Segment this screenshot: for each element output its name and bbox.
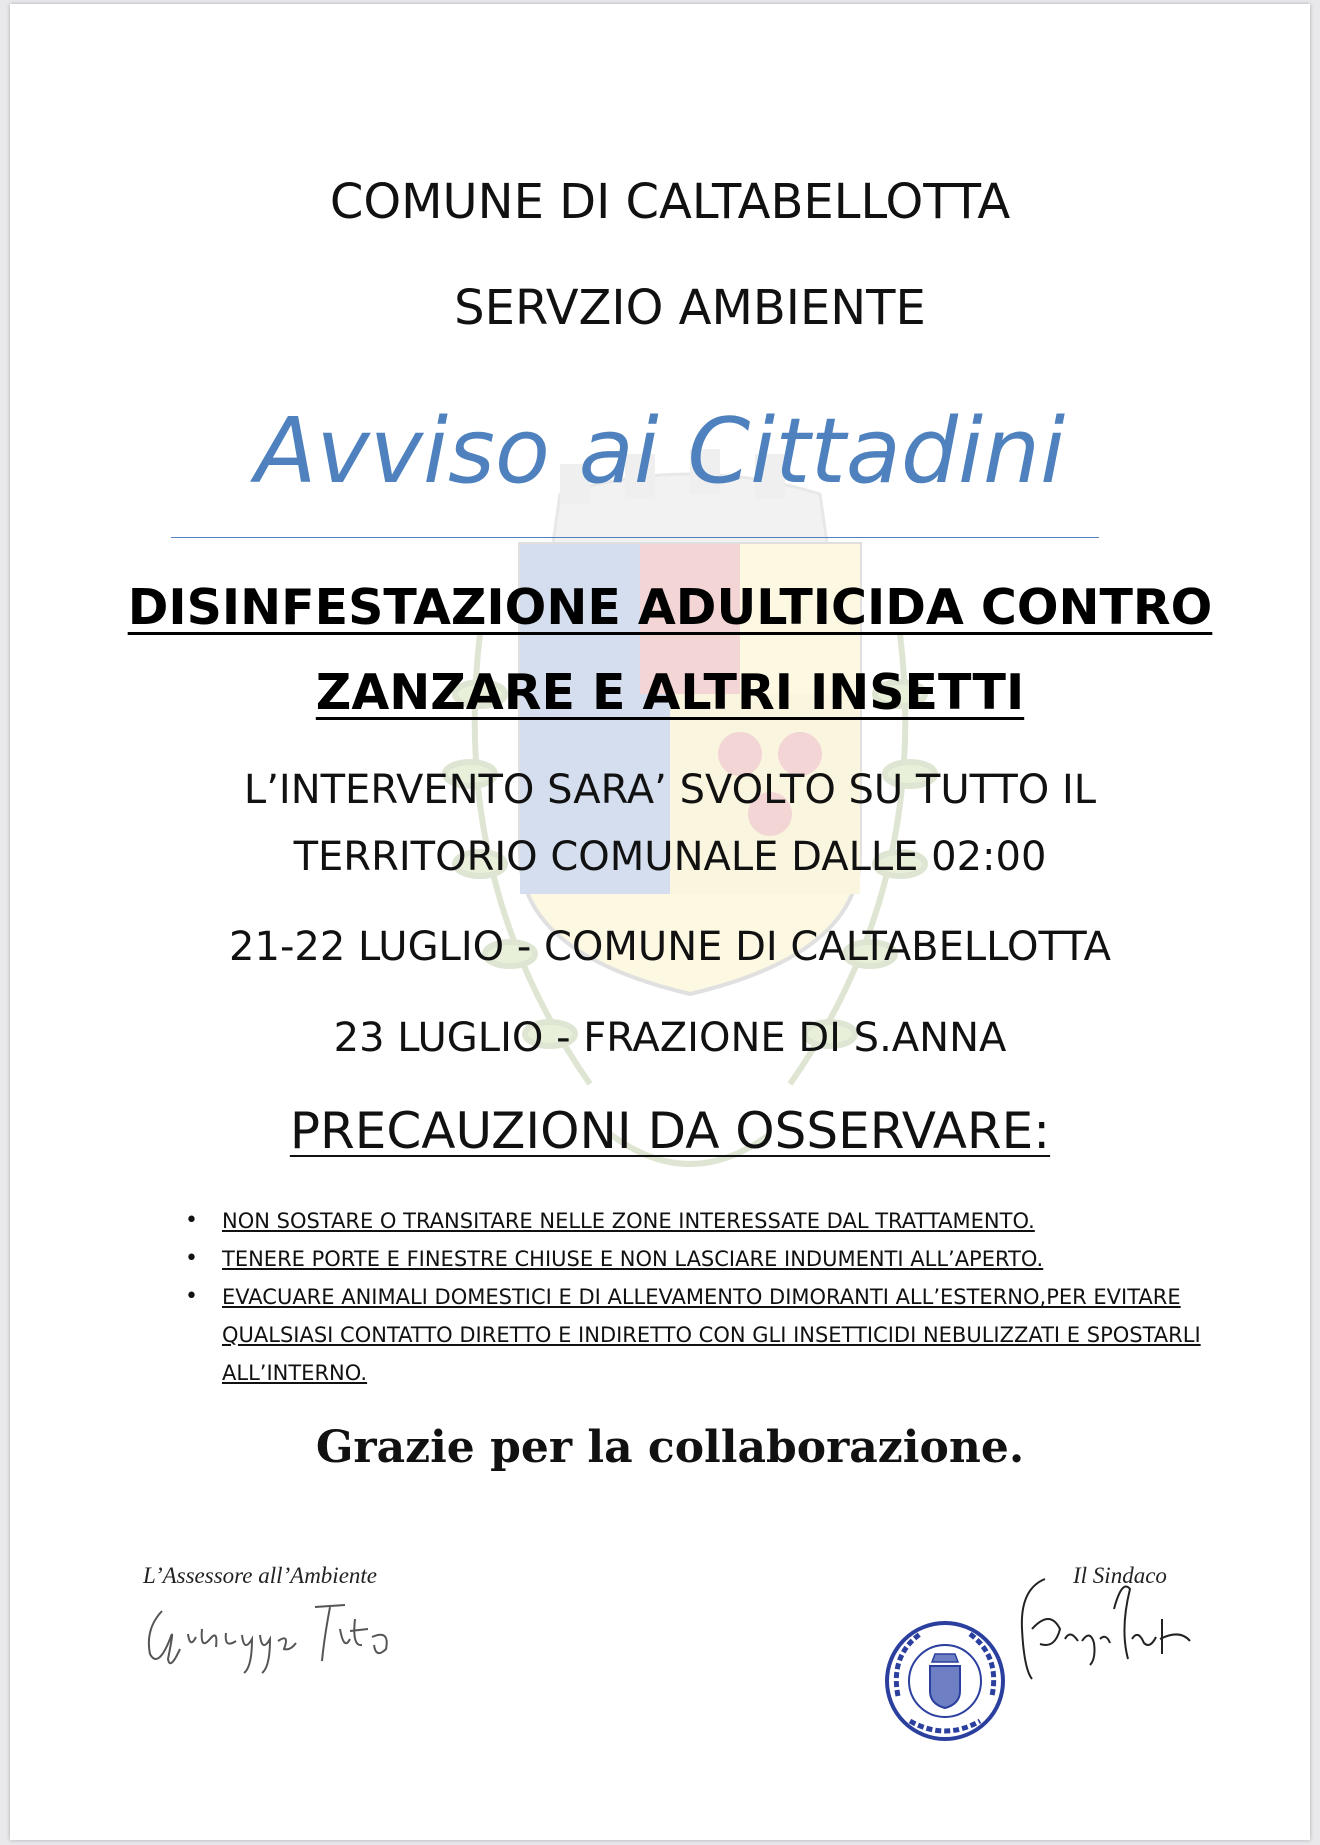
info-line-2: TERRITORIO COMUNALE DALLE 02:00 [293, 834, 1047, 880]
title-divider [171, 537, 1099, 538]
assessore-signature [140, 1589, 410, 1674]
sindaco-signature [1010, 1569, 1210, 1689]
assessore-label: L’Assessore all’Ambiente [143, 1563, 378, 1588]
municipal-stamp [880, 1616, 1010, 1746]
sindaco-label: Il Sindaco [1073, 1563, 1167, 1588]
list-item: • NON SOSTARE O TRANSITARE NELLE ZONE INTERESSATE DAL TRATTAMENTO. [185, 1202, 1205, 1240]
precautions-heading: PRECAUZIONI DA OSSERVARE: [289, 1102, 1051, 1160]
thanks-message: Grazie per la collaborazione. [315, 1422, 1025, 1473]
bullet-icon: • [185, 1208, 198, 1233]
info-line-1: L’INTERVENTO SARA’ SVOLTO SU TUTTO IL [243, 767, 1097, 813]
schedule-date-2: 23 LUGLIO - FRAZIONE DI S.ANNA [333, 1015, 1007, 1061]
coat-of-arms-watermark [440, 434, 940, 1194]
precautions-list [185, 1202, 1205, 1392]
schedule-date-1: 21-22 LUGLIO - COMUNE DI CALTABELLOTTA [229, 924, 1111, 970]
bullet-icon: • [185, 1246, 198, 1271]
notice-title: Avviso ai Cittadini [254, 399, 1066, 504]
list-item: • EVACUARE ANIMALI DOMESTICI E DI ALLEVAMENTO DIMORANTI ALL’ESTERNO,PER EVITARE QUALSIASI CONTATTO DIRETTO E INDIRETTO CON GLI INSETTICIDI NEBULIZZATI E SPOSTARLI ALL’INTERNO. [185, 1278, 1205, 1392]
main-title-line-1: DISINFESTAZIONE ADULTICIDA CONTRO [127, 579, 1213, 636]
service-heading: SERVZIO AMBIENTE [454, 280, 926, 336]
municipality-heading: COMUNE DI CALTABELLOTTA [329, 174, 1011, 230]
notice-page [10, 4, 1310, 1840]
list-item: • TENERE PORTE E FINESTRE CHIUSE E NON LASCIARE INDUMENTI ALL’APERTO. [185, 1240, 1205, 1278]
main-title-line-2: ZANZARE E ALTRI INSETTI [315, 664, 1025, 721]
bullet-icon: • [185, 1284, 198, 1309]
